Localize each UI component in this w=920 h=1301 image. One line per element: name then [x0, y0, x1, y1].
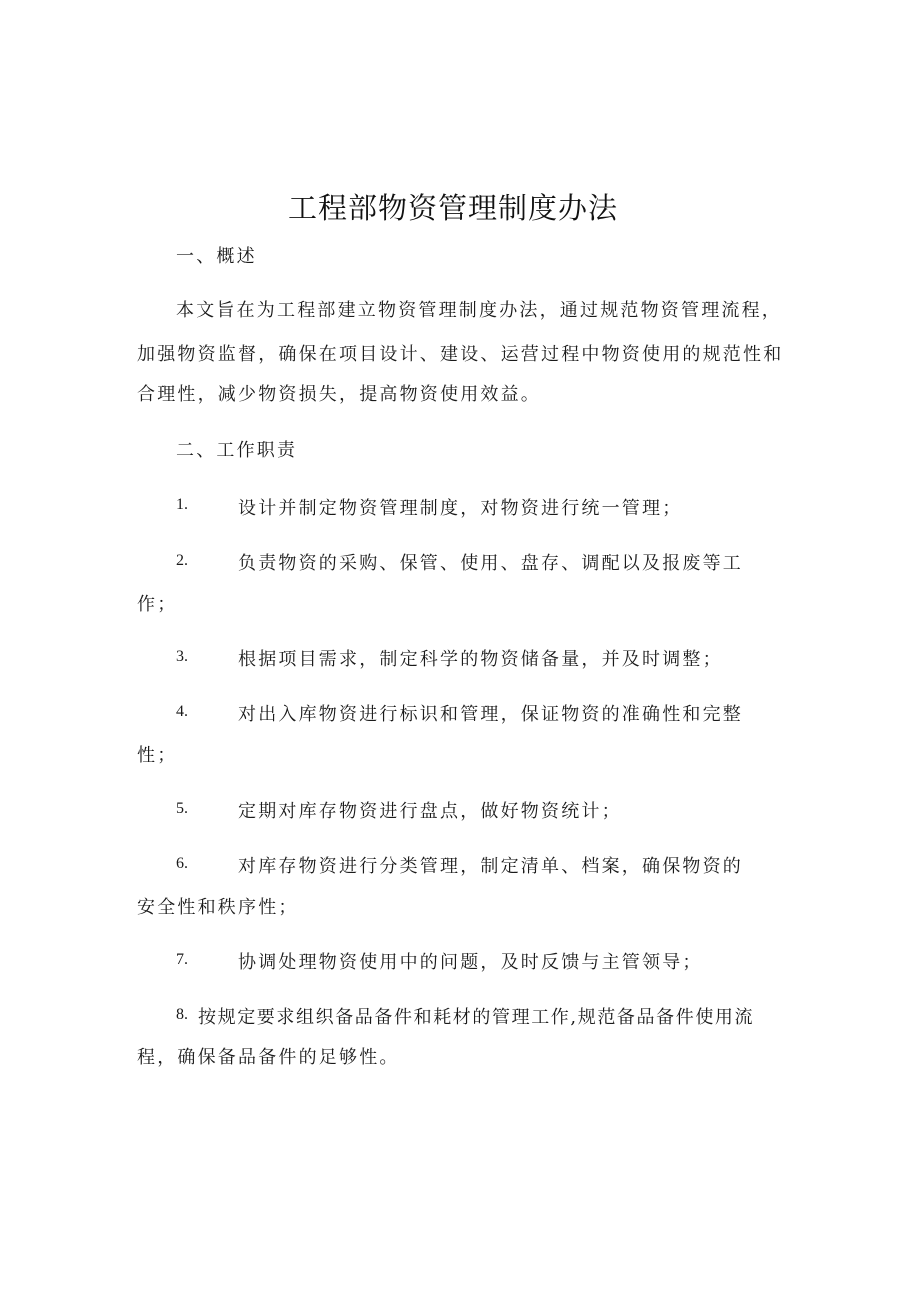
document-title: 工程部物资管理制度办法: [287, 191, 618, 225]
list-item-text: 负责物资的采购、保管、使用、盘存、调配以及报废等工: [238, 553, 743, 574]
list-item-text: 作；: [137, 594, 178, 615]
list-item-text: 性；: [137, 745, 178, 766]
list-item-number: 6.: [176, 855, 188, 872]
list-item-number: 7.: [176, 951, 188, 968]
paragraph-line: 本文旨在为工程部建立物资管理制度办法，通过规范物资管理流程，: [176, 300, 782, 321]
list-item-number: 8.: [176, 1006, 188, 1023]
list-item-text: 安全性和秩序性；: [137, 897, 299, 918]
list-item-text: 协调处理物资使用中的问题，及时反馈与主管领导；: [238, 952, 703, 973]
list-item-number: 5.: [176, 800, 188, 817]
paragraph-line: 加强物资监督，确保在项目设计、建设、运营过程中物资使用的规范性和: [137, 344, 784, 365]
section-heading-duties: 二、工作职责: [176, 440, 298, 461]
paragraph-line: 合理性，减少物资损失，提高物资使用效益。: [137, 384, 541, 405]
list-item-number: 1.: [176, 496, 188, 513]
list-item-number: 3.: [176, 648, 188, 665]
section-heading-overview: 一、概述: [176, 246, 257, 267]
list-item-text: 定期对库存物资进行盘点，做好物资统计；: [238, 801, 622, 822]
list-item-text: 对出入库物资进行标识和管理，保证物资的准确性和完整: [238, 704, 743, 725]
list-item-text: 按规定要求组织备品备件和耗材的管理工作,规范备品备件使用流: [198, 1007, 755, 1028]
list-item-number: 2.: [176, 552, 188, 569]
list-item-number: 4.: [176, 703, 188, 720]
list-item-text: 程，确保备品备件的足够性。: [137, 1047, 400, 1068]
list-item-text: 对库存物资进行分类管理，制定清单、档案，确保物资的: [238, 856, 743, 877]
list-item-text: 根据项目需求，制定科学的物资储备量，并及时调整；: [238, 649, 723, 670]
list-item-text: 设计并制定物资管理制度，对物资进行统一管理；: [238, 498, 683, 519]
